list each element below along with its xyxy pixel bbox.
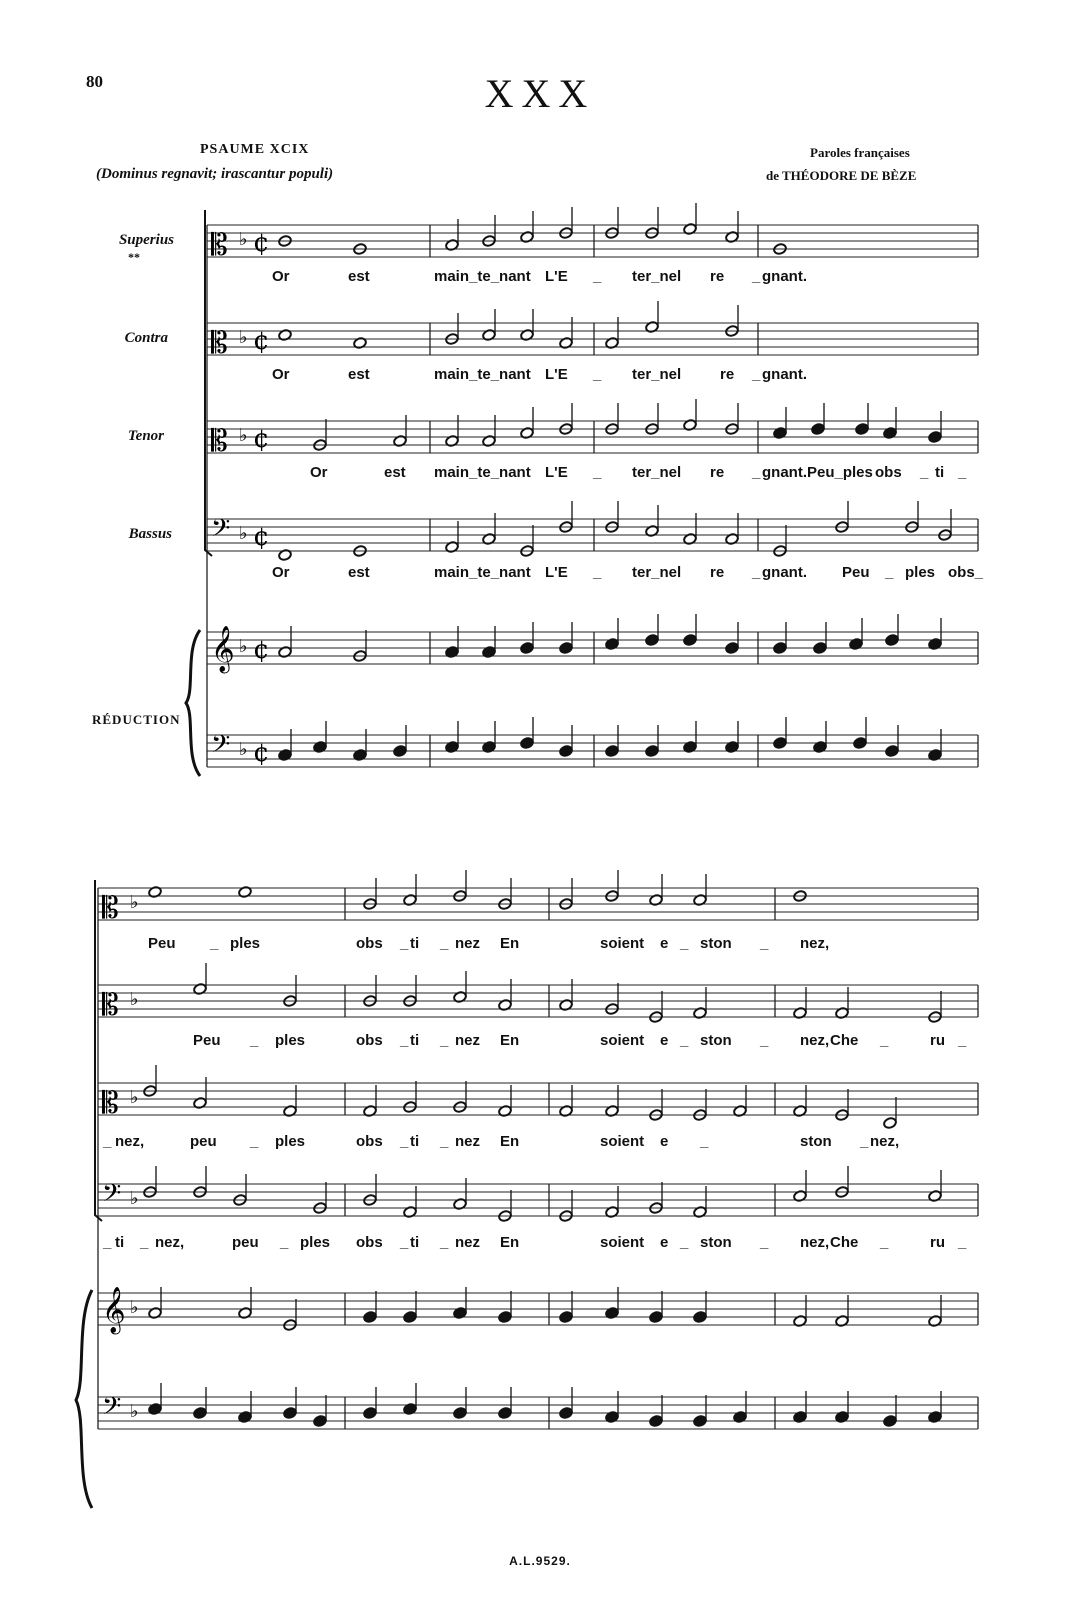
note-head (811, 423, 825, 436)
lyric-syllable: nez, (115, 1133, 145, 1150)
lyric-syllable: ter_nel (632, 366, 682, 383)
lyric-syllable: Che (830, 1234, 859, 1251)
lyric-syllable: _ (752, 564, 761, 581)
lyric-syllable: re (710, 564, 725, 581)
lyric-syllable: re (710, 268, 725, 285)
lyric-syllable: _ (760, 1032, 769, 1049)
note-head (498, 1311, 512, 1324)
lyric-syllable: peu (232, 1234, 259, 1251)
lyric-syllable: re (720, 366, 735, 383)
lyric-syllable: ti (410, 1032, 420, 1049)
c-clef-icon: 𝄡 (102, 988, 119, 1023)
lyric-syllable: _ (958, 1234, 967, 1251)
note-head (883, 1415, 897, 1428)
note-head (283, 1407, 297, 1420)
lyric-syllable: _ (593, 464, 602, 481)
lyric-syllable: gnant. (762, 564, 807, 581)
lyric-syllable: _ (680, 1234, 689, 1251)
lyric-syllable: main_te_nant (434, 366, 531, 383)
piece-number-title: XXX (484, 71, 596, 116)
lyric-syllable: En (500, 1032, 520, 1049)
lyric-syllable: _ (680, 1032, 689, 1049)
treble-clef-icon: 𝄞 (211, 626, 235, 672)
lyric-syllable: ti (935, 464, 945, 481)
lyric-syllable: soient (600, 1234, 645, 1251)
lyric-syllable: nez, (800, 1032, 830, 1049)
lyric-syllable: _ (400, 1234, 409, 1251)
flat-key-signature-icon: ♭ (130, 1188, 139, 1209)
lyrics-credit-line2: de THÉODORE DE BÈZE (766, 168, 917, 183)
cut-time-icon: ¢ (253, 228, 270, 258)
lyric-syllable: est (384, 464, 406, 481)
psalm-incipit: (Dominus regnavit; irascantur populi) (96, 166, 334, 182)
c-clef-icon: 𝄡 (102, 891, 119, 926)
lyric-syllable: _ (700, 1133, 709, 1150)
lyric-syllable: _ (210, 935, 219, 952)
lyric-syllable: _ (593, 564, 602, 581)
note-head (393, 745, 407, 758)
note-head (649, 1311, 663, 1324)
lyric-syllable: main_te_nant (434, 564, 531, 581)
lyric-syllable: _ (593, 366, 602, 383)
lyric-syllable: En (500, 935, 520, 952)
lyric-syllable: _ (593, 268, 602, 285)
lyric-syllable: _ (760, 1234, 769, 1251)
flat-key-signature-icon: ♭ (239, 229, 248, 250)
lyric-syllable: nez, (800, 1234, 830, 1251)
lyric-syllable: ter_nel (632, 564, 682, 581)
lyric-syllable: main_te_nant (434, 268, 531, 285)
lyric-syllable: _ (958, 464, 967, 481)
lyric-syllable: nez (455, 1032, 481, 1049)
c-clef-icon: 𝄡 (211, 326, 228, 361)
voice-label-reduction: RÉDUCTION (92, 712, 181, 727)
lyric-syllable: _ (440, 935, 449, 952)
note-head (605, 745, 619, 758)
note-head (683, 634, 697, 647)
note-head (885, 634, 899, 647)
lyric-syllable: ru (930, 1234, 945, 1251)
lyric-syllable: ti (410, 1234, 420, 1251)
lyric-syllable: ti (115, 1234, 125, 1251)
lyric-syllable: obs (356, 1133, 383, 1150)
lyric-syllable: Peu (842, 564, 870, 581)
bass-clef-icon: 𝄢 (102, 1179, 122, 1214)
c-clef-icon: 𝄡 (211, 228, 228, 263)
lyric-syllable: ples (275, 1133, 306, 1150)
lyric-syllable: nez, (800, 935, 830, 952)
note-head (313, 1415, 327, 1428)
lyric-syllable: ples (905, 564, 936, 581)
lyric-syllable: _ (752, 366, 761, 383)
note-head (559, 1407, 573, 1420)
lyric-syllable: peu (190, 1133, 217, 1150)
flat-key-signature-icon: ♭ (130, 1297, 139, 1318)
lyrics-credit-line1: Paroles françaises (810, 145, 910, 160)
note-head (693, 1311, 707, 1324)
lyric-syllable: gnant. (762, 268, 807, 285)
voice-label-contra: Contra (124, 330, 168, 346)
note-head (363, 1407, 377, 1420)
lyric-syllable: ti (410, 935, 420, 952)
lyric-syllable: ter_nel (632, 464, 682, 481)
note-head (498, 1407, 512, 1420)
note-head (363, 1311, 377, 1324)
lyric-syllable: _ (280, 1234, 289, 1251)
note-head (559, 745, 573, 758)
lyric-syllable: soient (600, 935, 645, 952)
flat-key-signature-icon: ♭ (130, 892, 139, 913)
lyric-syllable: _ (752, 464, 761, 481)
cut-time-icon: ¢ (253, 635, 270, 665)
treble-clef-icon: 𝄞 (102, 1287, 126, 1333)
bass-clef-icon: 𝄢 (102, 1392, 122, 1427)
lyric-syllable: nez (455, 1133, 481, 1150)
lyric-syllable: e (660, 935, 669, 952)
lyric-syllable: ston (700, 935, 732, 952)
lyric-syllable: _ (680, 935, 689, 952)
lyric-syllable: ston (700, 1032, 732, 1049)
lyric-syllable: _ (103, 1234, 112, 1251)
lyric-syllable: gnant.Peu_ples (762, 464, 873, 481)
plate-number: A.L.9529. (509, 1554, 571, 1568)
lyric-syllable: main_te_nant (434, 464, 531, 481)
flat-key-signature-icon: ♭ (130, 989, 139, 1010)
voice-label-bassus: Bassus (128, 526, 172, 542)
lyric-syllable: _ (440, 1133, 449, 1150)
note-head (193, 1407, 207, 1420)
lyric-syllable: _ (400, 935, 409, 952)
lyric-syllable: Che (830, 1032, 859, 1049)
lyric-syllable: _ (752, 268, 761, 285)
note-head (853, 737, 867, 750)
lyric-syllable: _ (880, 1032, 889, 1049)
lyric-syllable: re (710, 464, 725, 481)
note-head (855, 423, 869, 436)
page-number: 80 (86, 72, 103, 91)
lyric-syllable: _ (920, 464, 929, 481)
note-head (773, 737, 787, 750)
lyric-syllable: _ (440, 1234, 449, 1251)
flat-key-signature-icon: ♭ (239, 636, 248, 657)
note-head (928, 431, 942, 444)
flat-key-signature-icon: ♭ (130, 1401, 139, 1422)
lyric-syllable: _ (250, 1133, 259, 1150)
brace-system2 (76, 1290, 92, 1508)
lyric-syllable: ston (700, 1234, 732, 1251)
lyric-syllable: _ (103, 1133, 112, 1150)
lyric-syllable: est (348, 268, 370, 285)
voice-label-tenor: Tenor (127, 428, 164, 444)
note-head (725, 642, 739, 655)
lyric-syllable: L'E (545, 268, 568, 285)
lyric-syllable: e (660, 1032, 669, 1049)
lyric-syllable: En (500, 1234, 520, 1251)
brace-system1 (186, 630, 200, 776)
lyric-syllable: Or (272, 366, 290, 383)
lyric-syllable: _ (958, 1032, 967, 1049)
lyric-syllable: est (348, 564, 370, 581)
cut-time-icon: ¢ (253, 326, 270, 356)
lyric-syllable: _ (400, 1032, 409, 1049)
note-head (403, 1311, 417, 1324)
lyric-syllable: nez (455, 1234, 481, 1251)
lyric-syllable: L'E (545, 564, 568, 581)
cut-time-icon: ¢ (253, 424, 270, 454)
lyric-syllable: e (660, 1234, 669, 1251)
flat-key-signature-icon: ♭ (239, 425, 248, 446)
bass-clef-icon: 𝄢 (211, 514, 231, 549)
superius-footnote-mark: ** (128, 250, 140, 264)
flat-key-signature-icon: ♭ (239, 523, 248, 544)
c-clef-icon: 𝄡 (211, 424, 228, 459)
note-head (645, 745, 659, 758)
note-head (559, 1311, 573, 1324)
lyric-syllable: est (348, 366, 370, 383)
lyric-syllable: _ (885, 564, 894, 581)
note-head (649, 1415, 663, 1428)
lyric-syllable: ti (410, 1133, 420, 1150)
lyric-syllable: obs (356, 1234, 383, 1251)
voice-label-superius: Superius (118, 232, 174, 248)
lyric-syllable: Or (272, 268, 290, 285)
lyric-syllable: nez, (870, 1133, 900, 1150)
lyric-syllable: obs (356, 1032, 383, 1049)
lyric-syllable: _ (760, 935, 769, 952)
note-head (813, 642, 827, 655)
flat-key-signature-icon: ♭ (130, 1087, 139, 1108)
lyric-syllable: _ (250, 1032, 259, 1049)
lyric-syllable: ru (930, 1032, 945, 1049)
lyric-syllable: nez, (155, 1234, 185, 1251)
lyric-syllable: nez (455, 935, 481, 952)
lyric-syllable: ples (230, 935, 261, 952)
lyric-syllable: L'E (545, 366, 568, 383)
note-head (693, 1415, 707, 1428)
lyric-syllable: _ (440, 1032, 449, 1049)
note-head (520, 642, 534, 655)
lyric-syllable: obs_ (948, 564, 984, 581)
c-clef-icon: 𝄡 (102, 1086, 119, 1121)
lyric-syllable: ter_nel (632, 268, 682, 285)
note-head (645, 634, 659, 647)
note-head (773, 642, 787, 655)
note-head (453, 1407, 467, 1420)
lyric-syllable: soient (600, 1133, 645, 1150)
lyric-syllable: Or (272, 564, 290, 581)
note-head (885, 745, 899, 758)
flat-key-signature-icon: ♭ (239, 739, 248, 760)
lyric-syllable: Peu (148, 935, 176, 952)
lyric-syllable: ples (275, 1032, 306, 1049)
note-head (559, 642, 573, 655)
lyric-syllable: obs (875, 464, 902, 481)
lyric-syllable: Peu (193, 1032, 221, 1049)
lyric-syllable: soient (600, 1032, 645, 1049)
flat-key-signature-icon: ♭ (239, 327, 248, 348)
lyric-syllable: _ (140, 1234, 149, 1251)
lyric-syllable: En (500, 1133, 520, 1150)
note-head (883, 1117, 897, 1130)
lyric-syllable: ston (800, 1133, 832, 1150)
lyric-syllable: Or (310, 464, 328, 481)
bass-clef-icon: 𝄢 (211, 730, 231, 765)
psalm-title: PSAUME XCIX (200, 142, 310, 157)
lyric-syllable: obs (356, 935, 383, 952)
lyric-syllable: e (660, 1133, 669, 1150)
lyric-syllable: _ (860, 1133, 869, 1150)
cut-time-icon: ¢ (253, 522, 270, 552)
lyric-syllable: _ (880, 1234, 889, 1251)
lyric-syllable: gnant. (762, 366, 807, 383)
note-head (520, 737, 534, 750)
lyric-syllable: ples (300, 1234, 331, 1251)
cut-time-icon: ¢ (253, 738, 270, 768)
lyric-syllable: L'E (545, 464, 568, 481)
lyric-syllable: _ (400, 1133, 409, 1150)
